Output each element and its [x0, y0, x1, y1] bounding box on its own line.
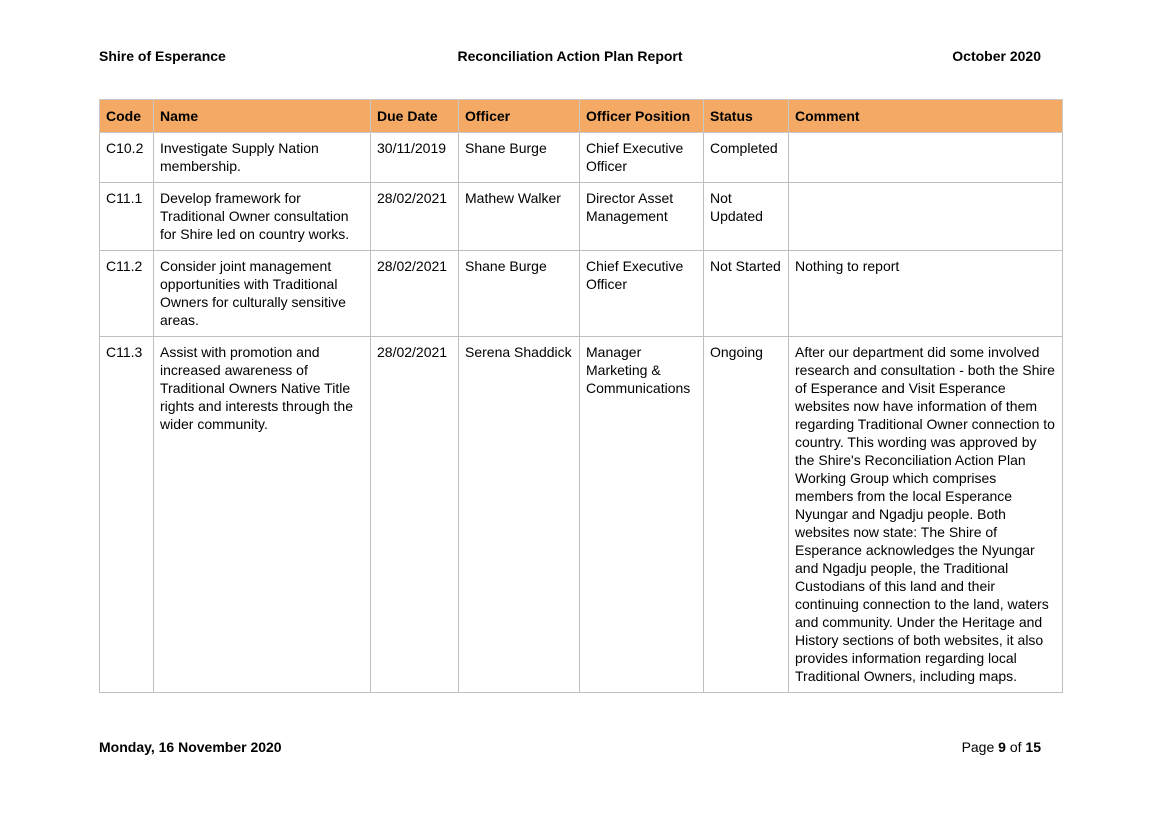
cell-officer: Serena Shaddick	[459, 337, 580, 693]
current-page-number: 9	[998, 739, 1006, 755]
cell-due-date: 28/02/2021	[371, 337, 459, 693]
cell-due-date: 30/11/2019	[371, 133, 459, 183]
cell-status: Not Started	[704, 251, 789, 337]
cell-code: C10.2	[100, 133, 154, 183]
cell-name: Develop framework for Traditional Owner consultation for Shire led on country works.	[154, 183, 371, 251]
page-label: Page	[961, 739, 995, 755]
column-header-comment: Comment	[789, 100, 1063, 133]
cell-code: C11.1	[100, 183, 154, 251]
cell-officer-position: Chief Executive Officer	[580, 133, 704, 183]
table-row	[100, 251, 1063, 337]
cell-comment: After our department did some involved research and consultation - both the Shire of Esperance and Visit Esperance websites now have information of them regarding Traditional Owner connection to country. This wording was approved by the Shire's Reconciliation Action Plan Working Group which comprises members from the local Esperance Nyungar and Ngadju people. Both websites now state: The Shire of Esperance acknowledges the Nyungar and Ngadju people, the Traditional Custodians of this land and their continuing connection to the land, waters and community. Under the Heritage and History sections of both websites, it also provides information regarding local Traditional Owners, including maps.	[789, 337, 1063, 693]
cell-status: Completed	[704, 133, 789, 183]
table-header-row	[100, 100, 1063, 133]
table-row	[100, 133, 1063, 183]
cell-officer-position: Director Asset Management	[580, 183, 704, 251]
table-row	[100, 183, 1063, 251]
page-header	[99, 48, 1041, 66]
total-page-count: 15	[1025, 739, 1041, 755]
page-footer	[99, 739, 1041, 757]
report-period: October 2020	[952, 48, 1041, 64]
report-title: Reconciliation Action Plan Report	[457, 48, 683, 64]
column-header-officer: Officer	[459, 100, 580, 133]
cell-comment: Nothing to report	[789, 251, 1063, 337]
cell-officer-position: Chief Executive Officer	[580, 251, 704, 337]
cell-name: Assist with promotion and increased awareness of Traditional Owners Native Title rights and interests through the wider community.	[154, 337, 371, 693]
column-header-due-date: Due Date	[371, 100, 459, 133]
page-of-label: of	[1009, 739, 1022, 755]
cell-due-date: 28/02/2021	[371, 183, 459, 251]
cell-status: Not Updated	[704, 183, 789, 251]
cell-comment	[789, 133, 1063, 183]
organisation-name: Shire of Esperance	[99, 48, 226, 64]
cell-name: Investigate Supply Nation membership.	[154, 133, 371, 183]
report-date: Monday, 16 November 2020	[99, 739, 282, 755]
action-plan-table	[99, 99, 1063, 693]
cell-officer: Mathew Walker	[459, 183, 580, 251]
cell-comment	[789, 183, 1063, 251]
cell-officer-position: Manager Marketing & Communications	[580, 337, 704, 693]
cell-code: C11.3	[100, 337, 154, 693]
cell-due-date: 28/02/2021	[371, 251, 459, 337]
page-indicator	[962, 739, 1041, 755]
cell-code: C11.2	[100, 251, 154, 337]
column-header-officer-position: Officer Position	[580, 100, 704, 133]
cell-name: Consider joint management opportunities with Traditional Owners for culturally sensitive areas.	[154, 251, 371, 337]
cell-officer: Shane Burge	[459, 251, 580, 337]
column-header-status: Status	[704, 100, 789, 133]
column-header-name: Name	[154, 100, 371, 133]
cell-status: Ongoing	[704, 337, 789, 693]
cell-officer: Shane Burge	[459, 133, 580, 183]
column-header-code: Code	[100, 100, 154, 133]
table-row	[100, 337, 1063, 693]
